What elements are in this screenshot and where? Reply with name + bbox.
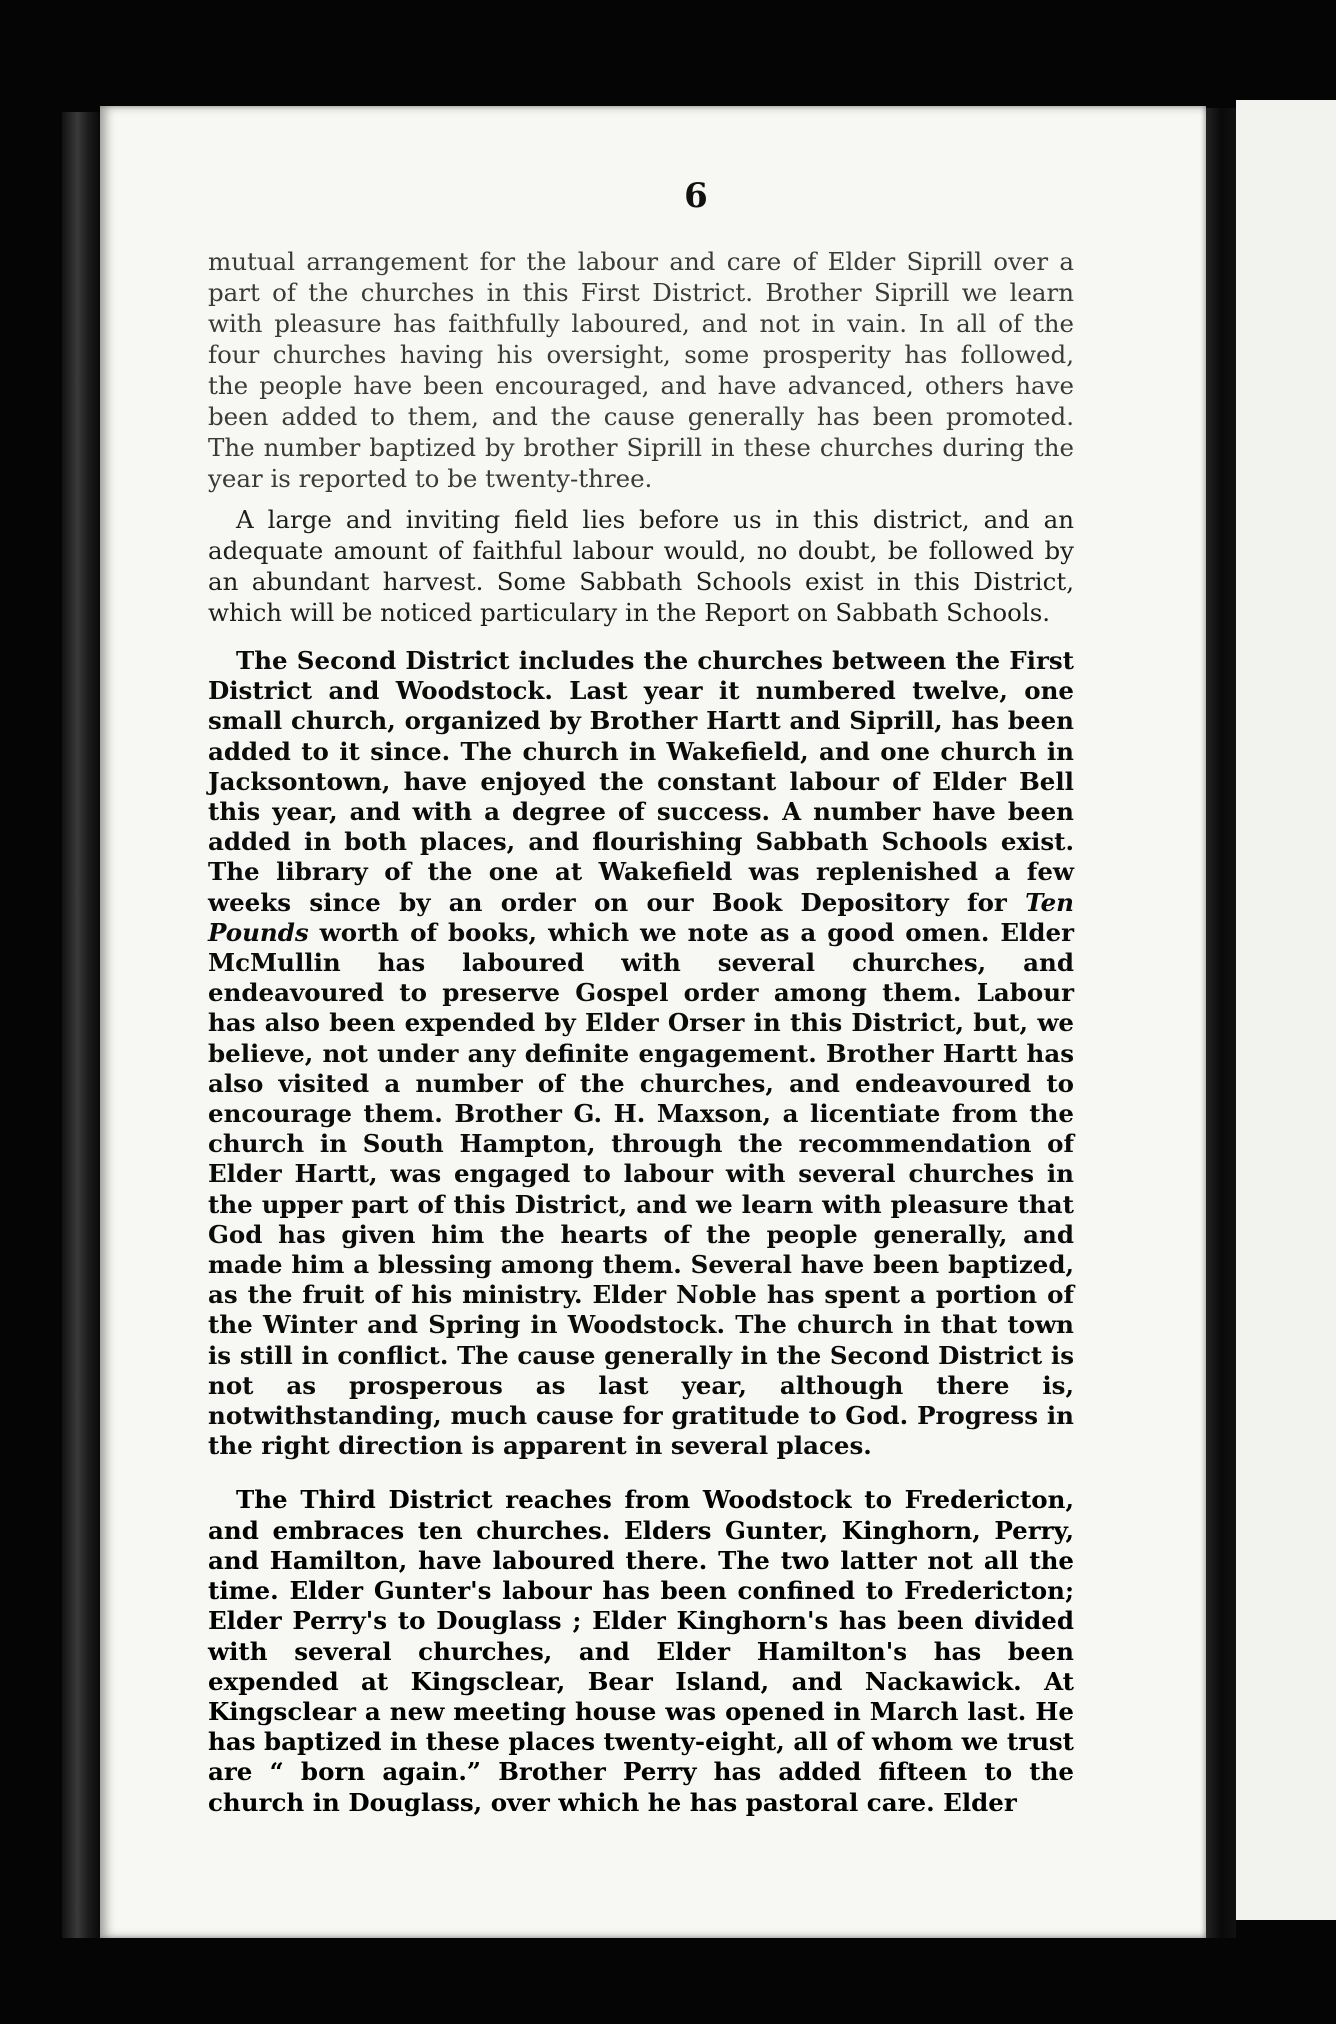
page-number: 6 — [684, 176, 708, 216]
book-spine — [1206, 108, 1236, 1938]
paragraph-first-district-continued: mutual arrangement for the labour and care of Elder Siprill over a part of the churches in this First District. Brother Siprill we learn with pleasure has faithfully laboured, and not in vain. In all of the four churches having his oversight, some prosperity has followed, the people have been encouraged, and have advanced, others have been added to them, and the cause generally has been promoted. The number baptized by brother Siprill in these churches during the year is reported to be twenty-three. — [208, 247, 1074, 493]
paragraph-second-district — [208, 646, 1074, 1461]
scan-bottom-shadow — [100, 1938, 1336, 2024]
document-page — [100, 106, 1206, 1938]
adjacent-page-edge — [1236, 100, 1336, 1920]
paragraph-field-before-us: A large and inviting field lies before us in this district, and an adequate amount of faithful labour would, no doubt, be followed by an abundant harvest. Some Sabbath Schools exist in this District, which will be noticed particulary in the Report on Sabbath Schools. — [208, 505, 1074, 627]
ten-pounds-italic: Ten Pounds — [208, 887, 1074, 947]
paragraph-third-district: The Third District reaches from Woodstock to Fredericton, and embraces ten churches. Elders Gunter, Kinghorn, Perry, and Hamilton, have laboured there. The two latter not all the time. Elder Gunter's labour has been confined to Fredericton; Elder Perry's to Douglass ; Elder Kinghorn's has been divided with several churches, and Elder Hamilton's has been expended at Kingsclear, Bear Island, and Nackawick. At Kingsclear a new meeting house was opened in March last. He has baptized in these places twenty-eight, all of whom we trust are “ born again.” Brother Perry has added fifteen to the church in Douglass, over which he has pastoral care. Elder — [208, 1485, 1074, 1817]
second-district-text-b: worth of books, which we note as a good omen. Elder McMullin has laboured with several churches, and endeavoured to preserve Gospel order among them. Labour has also been expended by Elder Orser in this District, but, we believe, not under any definite engagement. Brother Hartt has also visited a number of the churches, and endeavoured to encourage them. Brother G. H. Maxson, a licentiate from the church in South Hampton, through the recommendation of Elder Hartt, was engaged to labour with several churches in the upper part of this District, and we learn with pleasure that God has given him the hearts of the people generally, and made him a blessing among them. Several have been baptized, as the fruit of his ministry. Elder Noble has spent a portion of the Winter and Spring in Woodstock. The church in that town is still in conflict. The cause generally in the Second District is not as prosperous as last year, although there is, notwithstanding, much cause for gratitude to God. Progress in the right direction is apparent in several places. — [208, 917, 1074, 1461]
second-district-text-a: The Second District includes the churches between the First District and Woodstock. Last year it numbered twelve, one small church, organized by Brother Hartt and Siprill, has been added to it since. The church in Wakefield, and one church in Jacksontown, have enjoyed the constant labour of Elder Bell this year, and with a degree of success. A number have been added in both places, and flourishing Sabbath Schools exist. The library of the one at Wakefield was replenished a few weeks since by an order on our Book Depository for — [208, 646, 1074, 917]
body-text — [208, 246, 1074, 1828]
